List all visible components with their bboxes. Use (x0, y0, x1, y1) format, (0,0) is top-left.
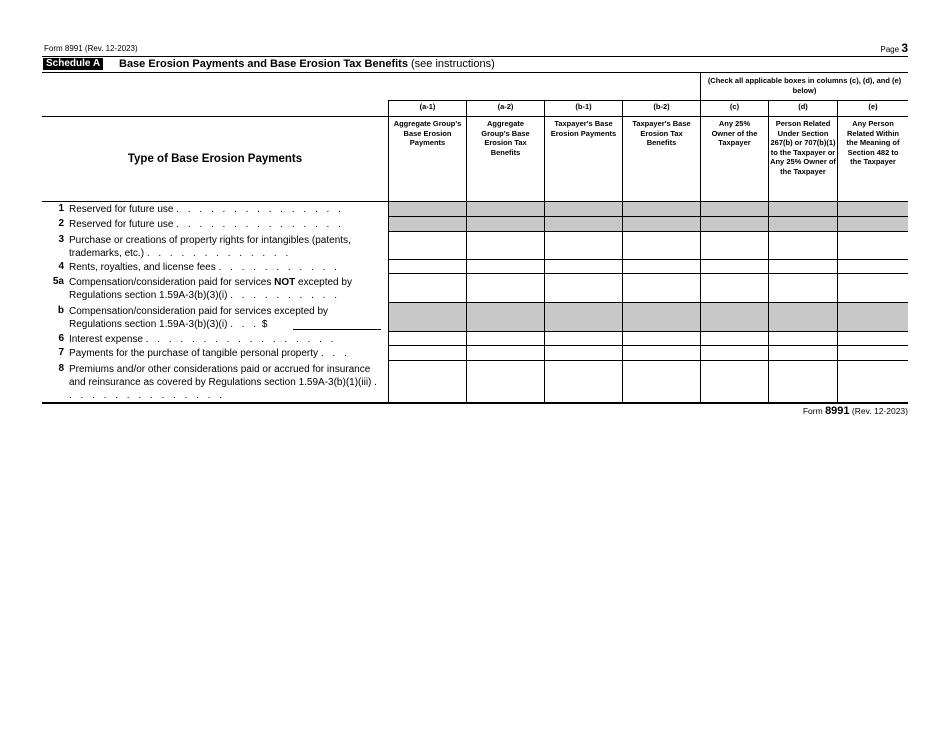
row-label: Compensation/consideration paid for services NOT excepted by Regulations section 1.59A-3(b)(3)(i) . . . . . . . . . . (69, 277, 352, 301)
divider (388, 273, 908, 274)
divider (388, 302, 908, 303)
column-code-a2: (a-2) (466, 100, 544, 116)
row-number: 5a (52, 276, 64, 287)
check-applicable-note: (Check all applicable boxes in columns (c), (d), and (e) below) (700, 72, 908, 100)
row-number: 3 (58, 234, 64, 245)
row-number: 4 (58, 261, 64, 272)
row-label: Rents, royalties, and license fees . . . . . . . . . . . (69, 262, 340, 273)
column-code-c: (c) (700, 100, 768, 116)
divider (388, 345, 908, 346)
form-footer: Form 8991 (Rev. 12-2023) (802, 405, 908, 417)
column-desc-c: Any 25% Owner of the Taxpayer (700, 116, 768, 202)
divider (388, 331, 908, 332)
divider (700, 72, 908, 73)
column-desc-e: Any Person Related Within the Meaning of Section 482 to the Taxpayer (837, 116, 908, 202)
column-code-d: (d) (768, 100, 837, 116)
page-number: Page 3 (880, 41, 908, 55)
row-label: Purchase or creations of property rights for intangibles (patents, trademarks, etc.) . . . . . . . . . . . . . (69, 235, 351, 259)
row-label: Payments for the purchase of tangible personal property . . . (69, 348, 350, 359)
column-desc-a2: Aggregate Group's Base Erosion Tax Benefits (466, 116, 544, 202)
row-number: 1 (58, 203, 64, 214)
column-code-b2: (b-2) (622, 100, 700, 116)
schedule-title: Base Erosion Payments and Base Erosion Tax Benefits (see instructions) (119, 58, 495, 70)
row-number: 7 (58, 347, 64, 358)
column-code-a1: (a-1) (388, 100, 466, 116)
column-desc-d: Person Related Under Section 267(b) or 707(b)(1) to the Taxpayer or Any 25% Owner of the Taxpayer (768, 116, 837, 202)
row-label: Premiums and/or other considerations paid or accrued for insurance and reinsurance as covered by Regulations section 1.59A-3(b)(1)(iii) . . . . . . . . . . . . . . . (69, 364, 380, 401)
row-label: Reserved for future use . . . . . . . . . . . . . . . (69, 219, 344, 230)
divider (388, 216, 908, 217)
column-code-b1: (b-1) (544, 100, 622, 116)
divider (42, 402, 908, 404)
row-number: 2 (58, 218, 64, 229)
column-code-e: (e) (837, 100, 908, 116)
column-desc-b2: Taxpayer's Base Erosion Tax Benefits (622, 116, 700, 202)
amount-entry-line[interactable] (293, 329, 381, 330)
row-number: 6 (58, 333, 64, 344)
row-label: Interest expense . . . . . . . . . . . . . . . . . (69, 334, 337, 345)
divider (388, 231, 908, 232)
row-label: Reserved for future use . . . . . . . . . . . . . . . (69, 204, 344, 215)
divider (388, 259, 908, 260)
schedule-label: Schedule A (43, 58, 103, 70)
row-number: b (57, 305, 64, 316)
column-desc-b1: Taxpayer's Base Erosion Payments (544, 116, 622, 202)
column-desc-a1: Aggregate Group's Base Erosion Payments (388, 116, 466, 202)
type-heading: Type of Base Erosion Payments (127, 153, 303, 165)
row-label: Compensation/consideration paid for services excepted by Regulations section 1.59A-3(b)(3)(i) . . . $ (69, 306, 329, 330)
row-number: 8 (58, 363, 64, 374)
divider (388, 360, 908, 361)
form-revision: Form 8991 (Rev. 12-2023) (44, 44, 138, 53)
